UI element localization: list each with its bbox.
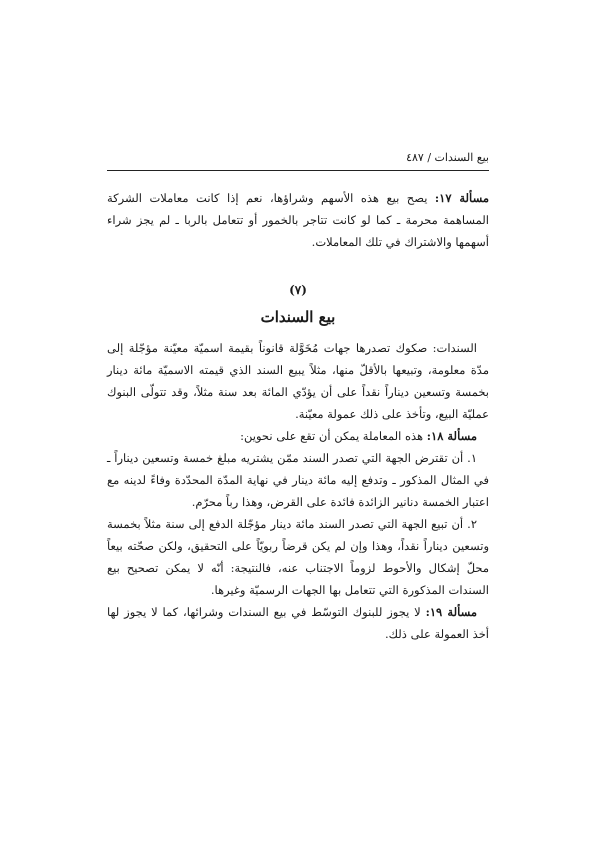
intro-paragraph: السندات: صكوك تصدرها جهات مُخَوَّلة قانوناً بقيمة اسميّة معيّنة مؤجّلة إلى مدّة معلومة، وتبيعها بالأقلّ منها، مثلاً يبيع السند الذي قيمته الاسميّة مائة دينار بخمسة وتسعين ديناراً نقداً على أن يؤدّي المائة بعد سنة مثلاً، وقد تتولّى البنوك عمليّة البيع، وتأخذ على ذلك عمولة معيّنة. (107, 341, 489, 421)
issue-17-label: مسألة ١٧: (434, 191, 489, 205)
issue-19-text: لا يجوز للبنوك التوسّط في بيع السندات وشرائها، كما لا يجوز لها أخذ العمولة على ذلك. (107, 605, 489, 641)
page-body (107, 150, 489, 645)
section-title: بيع السندات (260, 308, 336, 326)
section-number: (٧) (289, 283, 307, 297)
issue-19-paragraph (107, 601, 489, 645)
issue-17-text: يصح بيع هذه الأسهم وشراؤها، نعم إذا كانت معاملات الشركة المساهمة محرمة ـ كما لو كانت تتاجر بالخمور أو تتعامل بالربا ـ لم يجز شراء أسهمها والاشتراك في تلك المعاملات. (107, 191, 489, 249)
running-header: بيع السندات / ٤٨٧ (107, 150, 489, 171)
issue-18-text: هذه المعاملة يمكن أن تقع على نحوين: (240, 429, 427, 443)
list-item-2: ٢. أن تبيع الجهة التي تصدر السند مائة دينار مؤجّلة الدفع إلى سنة مثلاً بخمسة وتسعين ديناراً نقداً، وهذا وإن لم يكن قرضاً ربويّاً على التحقيق، ولكن صحّته بيعاً محلّ إشكال والأحوط لزوماً الاجتناب عنه، فالنتيجة: أنّه لا يمكن تصحيح بيع السندات المذكورة التي تتعامل بها الجهات الرسميّة وغيرها. (107, 517, 489, 597)
issue-17-paragraph (107, 187, 489, 253)
issue-18-label: مسألة ١٨: (426, 429, 477, 443)
issue-18-paragraph (107, 425, 489, 447)
list-item-1: ١. أن تقترض الجهة التي تصدر السند ممّن يشتريه مبلغ خمسة وتسعين ديناراً ـ في المثال المذكور ـ وتدفع إليه مائة دينار في نهاية المدّة المحدّدة وفاءً لدينه مع اعتبار الخمسة دنانير الزائدة فائدة على القرض، وهذا رباً محرّم. (107, 451, 489, 509)
issue-19-label: مسألة ١٩: (425, 605, 477, 619)
